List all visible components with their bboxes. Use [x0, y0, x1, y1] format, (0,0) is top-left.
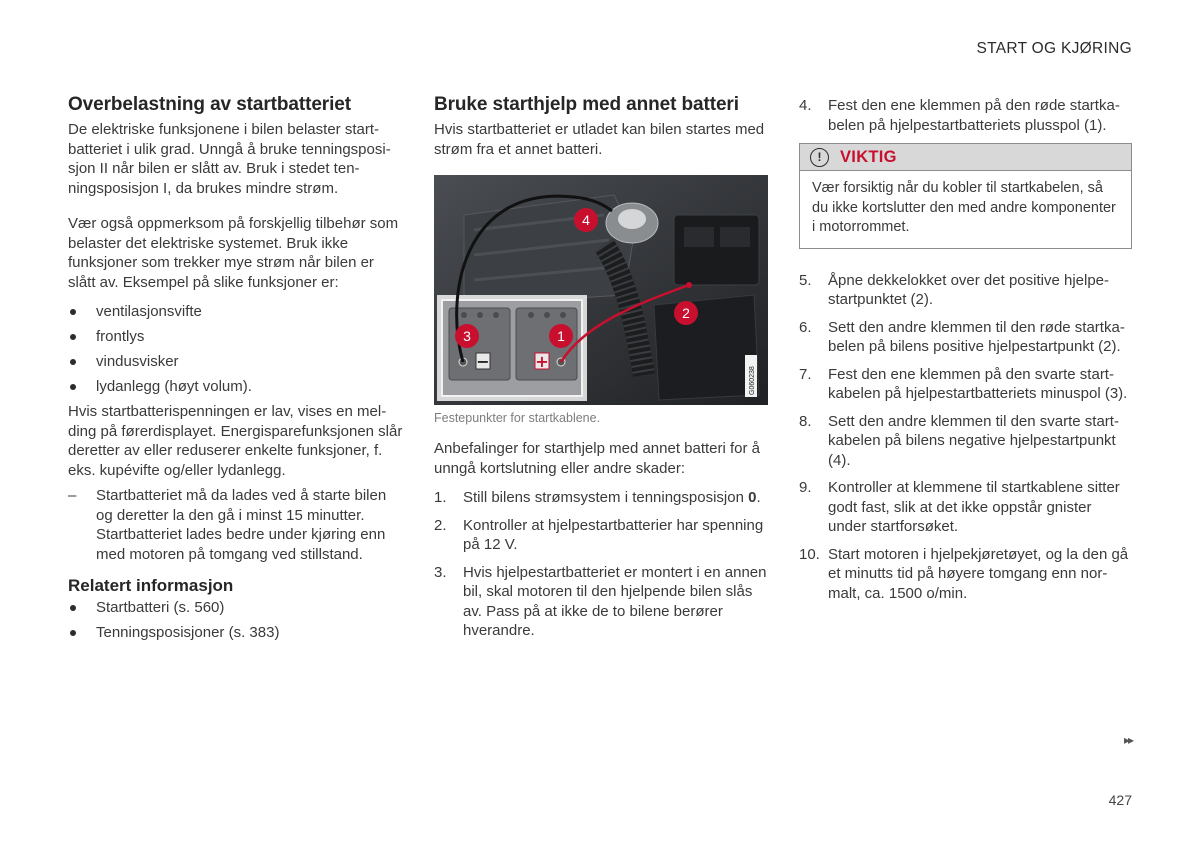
engine-bay-figure — [434, 175, 768, 405]
marker-3 — [455, 324, 479, 348]
marker-label: 2 — [682, 305, 690, 321]
minus-terminal-symbol: − — [476, 352, 490, 371]
dash-note — [68, 486, 403, 564]
related-info-title: Relatert informasjon — [68, 576, 234, 595]
step-text: Start motoren i hjelpekjøretøyet, og la den gå et minutts tid på høyere tomgang enn normalt, ca. 1500 o/min. — [828, 545, 1129, 602]
step-2 — [434, 516, 770, 555]
step-1 — [434, 488, 770, 508]
step-text: Fest den ene klemmen på den svarte startkabelen på hjelpestartbatteriets minuspol (3). — [828, 365, 1128, 402]
step-text: Kontroller at hjelpestartbatterier har spenning på 12 V. — [463, 516, 764, 553]
step-text: Sett den andre klemmen til den svarte startkabelen på bilens negative hjelpestartpunkt (4). — [828, 412, 1119, 469]
step-10 — [799, 545, 1132, 604]
marker-4 — [574, 208, 598, 232]
step-number: 2. — [434, 516, 447, 534]
step-number: 3. — [434, 563, 447, 581]
marker-label: 1 — [557, 328, 565, 344]
step-3 — [434, 563, 770, 641]
list-item: lydanlegg (høyt volum). — [68, 377, 403, 397]
step-5 — [799, 271, 1132, 310]
marker-label: 4 — [582, 212, 590, 228]
important-header — [800, 144, 1131, 171]
figure-caption: Festepunkter for startkablene. — [434, 411, 601, 425]
engine-bay-illustration — [434, 175, 768, 405]
step-number: 5. — [799, 271, 812, 289]
step-text: Still bilens strømsystem i tenningsposisjon — [463, 489, 749, 506]
step-number: 7. — [799, 365, 812, 383]
list-item: ventilasjonsvifte — [68, 302, 403, 322]
step-number: 8. — [799, 412, 812, 430]
step-4 — [799, 96, 1132, 135]
step-number: 1. — [434, 489, 447, 506]
list-item: frontlys — [68, 327, 403, 347]
step-text: Hvis hjelpestartbatteriet er montert i en annen bil, skal motoren til den hjelpende bilen slås av. Pass på at ikke de to bilene berører hverandre. — [463, 563, 767, 639]
image-code: G060238 — [749, 366, 756, 395]
steps-list-2 — [799, 96, 1132, 135]
column-steps — [799, 96, 1132, 611]
step-bold: 0 — [748, 489, 757, 506]
important-notice — [799, 143, 1132, 249]
paragraph-low-voltage: Hvis startbatterispenningen er lav, vises en melding på førerdisplayet. Energisparefunksjonen slår deretter av eller reduserer enkelte funksjoner, f. eks. kupévifte og/eller lydanlegg. — [68, 403, 403, 479]
step-text: Kontroller at klemmene til startkablene sitter godt fast, slik at det ikke oppstår gnister under startforsøket. — [828, 479, 1120, 535]
plus-terminal-symbol: + — [535, 352, 549, 371]
steps-list-1 — [434, 488, 770, 641]
paragraph-jumpstart-intro: Hvis startbatteriet er utladet kan bilen startes med strøm fra et annet batteri. — [434, 121, 765, 158]
step-number: 4. — [799, 97, 812, 114]
related-link[interactable]: Startbatteri (s. 560) — [68, 598, 403, 618]
step-text: Åpne dekkelokket over det positive hjelpestartpunktet (2). — [828, 271, 1110, 308]
important-title: VIKTIG — [840, 147, 897, 166]
step-text: Sett den andre klemmen til den røde startkabelen på bilens positive hjelpestartpunkt (2). — [828, 318, 1125, 355]
next-page-icon[interactable]: ▸▸ — [1123, 733, 1132, 747]
page-number: 427 — [1108, 792, 1132, 808]
important-text: Vær forsiktig når du kobler til startkabelen, så du ikke kortslutter den med andre komponenter i motorrommet. — [812, 180, 1116, 235]
section-title-overload: Overbelastning av startbatteriet — [68, 94, 351, 115]
paragraph-intro: De elektriske funksjonene i bilen belaster startbatteriet i ulik grad. Unngå å bruke tenningsposisjon II når bilen er slått av. Bruk i stedet tenningsposisjon I, da brukes mindre strøm. — [68, 121, 391, 197]
paragraph-recommend: Anbefalinger for starthjelp med annet batteri for å unngå kortslutning eller andre skader: — [434, 440, 761, 477]
step-number: 9. — [799, 479, 812, 496]
dash-symbol: – — [68, 487, 77, 504]
list-item: vindusvisker — [68, 352, 403, 372]
step-6 — [799, 318, 1132, 357]
step-number: 6. — [799, 318, 812, 336]
function-list — [68, 302, 403, 397]
column-overload — [68, 94, 403, 648]
dash-note-text: Startbatteriet må da lades ved å starte bilen og deretter la den gå i minst 15 minutter. Startbatteriet lades bedre under kjøring enn med motoren på tomgang ved stillstand. — [96, 487, 387, 563]
step-8 — [799, 412, 1132, 471]
related-link[interactable]: Tenningsposisjoner (s. 383) — [68, 623, 403, 643]
marker-1 — [549, 324, 573, 348]
step-text: Fest den ene klemmen på den røde startkabelen på hjelpestartbatteriets plusspol (1). — [828, 97, 1120, 134]
section-title-jumpstart: Bruke starthjelp med annet batteri — [434, 94, 739, 115]
column-jumpstart — [434, 94, 770, 649]
warning-icon: ! — [810, 148, 829, 167]
marker-2 — [674, 301, 698, 325]
steps-list-3 — [799, 271, 1132, 604]
step-text-end: . — [756, 489, 761, 506]
paragraph-accessories: Vær også oppmerksom på forskjellig tilbehør som belaster det elektriske systemet. Bruk ikke funksjoner som trekker mye strøm når bilen er slått av. Eksempel på slike funksjoner er: — [68, 215, 399, 291]
step-number: 10. — [799, 545, 820, 563]
related-list — [68, 598, 403, 643]
marker-label: 3 — [463, 328, 471, 344]
step-7 — [799, 365, 1132, 404]
section-header: START OG KJØRING — [976, 40, 1132, 57]
step-9 — [799, 478, 1132, 537]
